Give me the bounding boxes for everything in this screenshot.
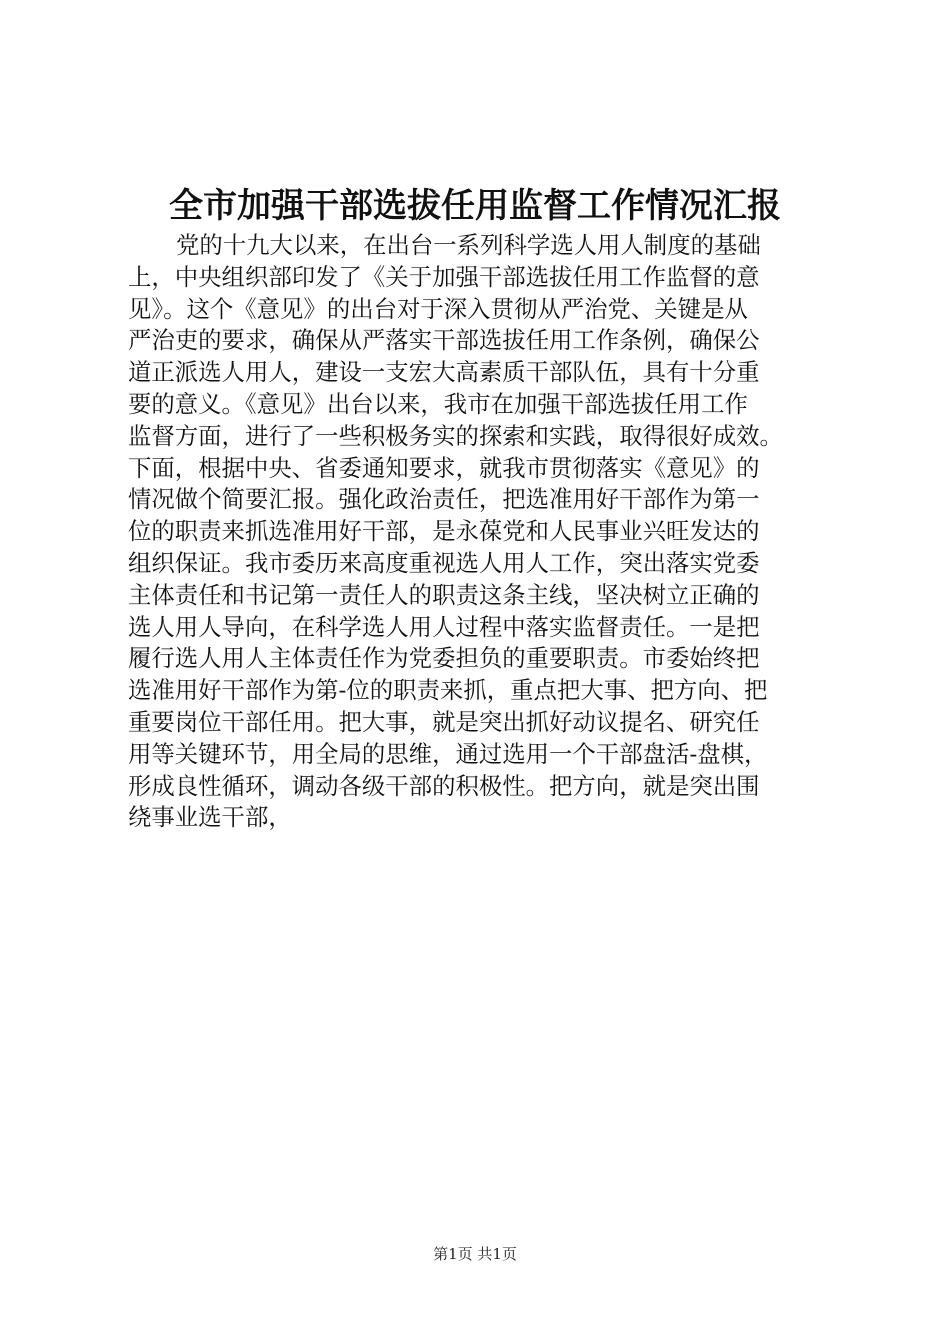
body-line: 位的职责来抓选准用好干部，是永葆党和人民事业兴旺发达的 — [128, 517, 760, 546]
body-line: 要的意义。《意见》出台以来，我市在加强干部选拔任用工作 — [128, 389, 748, 418]
body-line: 严治吏的要求，确保从严落实干部选拔任用工作条例，确保公 — [128, 326, 760, 355]
body-line: 选人用人导向，在科学选人用人过程中落实监督责任。一是把 — [128, 612, 760, 641]
body-line: 上，中央组织部印发了《关于加强干部选拔任用工作监督的意 — [128, 262, 760, 291]
body-line: 见》。这个《意见》的出台对于深入贯彻从严治党、关键是从 — [128, 294, 748, 323]
body-line: 用等关键环节，用全局的思维，通过选用一个干部盘活-盘棋， — [128, 739, 768, 768]
document-title: 全市加强干部选拔任用监督工作情况汇报 — [169, 186, 781, 226]
document-body — [128, 230, 848, 834]
body-line: 道正派选人用人，建设一支宏大高素质干部队伍，具有十分重 — [128, 358, 760, 387]
body-line: 形成良性循环，调动各级干部的积极性。把方向，就是突出围 — [128, 771, 760, 800]
body-line: 履行选人用人主体责任作为党委担负的重要职责。市委始终把 — [128, 644, 760, 673]
page-number-footer: 第1页 共1页 — [433, 1245, 517, 1263]
body-line: 监督方面，进行了一些积极务实的探索和实践，取得很好成效。 — [128, 421, 783, 450]
body-line: 党的十九大以来，在出台一系列科学选人用人制度的基础 — [176, 231, 761, 259]
body-line: 重要岗位干部任用。把大事，就是突出抓好动议提名、研究任 — [128, 707, 760, 736]
body-line: 情况做个简要汇报。强化政治责任，把选准用好干部作为第一 — [128, 485, 760, 514]
body-line: 主体责任和书记第一责任人的职责这条主线，坚决树立正确的 — [128, 580, 760, 609]
body-line: 绕事业选干部， — [128, 803, 292, 832]
body-line: 下面，根据中央、省委通知要求，就我市贯彻落实《意见》的 — [128, 453, 760, 482]
body-line: 组织保证。我市委历来高度重视选人用人工作，突出落实党委 — [128, 548, 760, 577]
body-line: 选准用好干部作为第-位的职责来抓，重点把大事、把方向、把 — [128, 676, 768, 705]
